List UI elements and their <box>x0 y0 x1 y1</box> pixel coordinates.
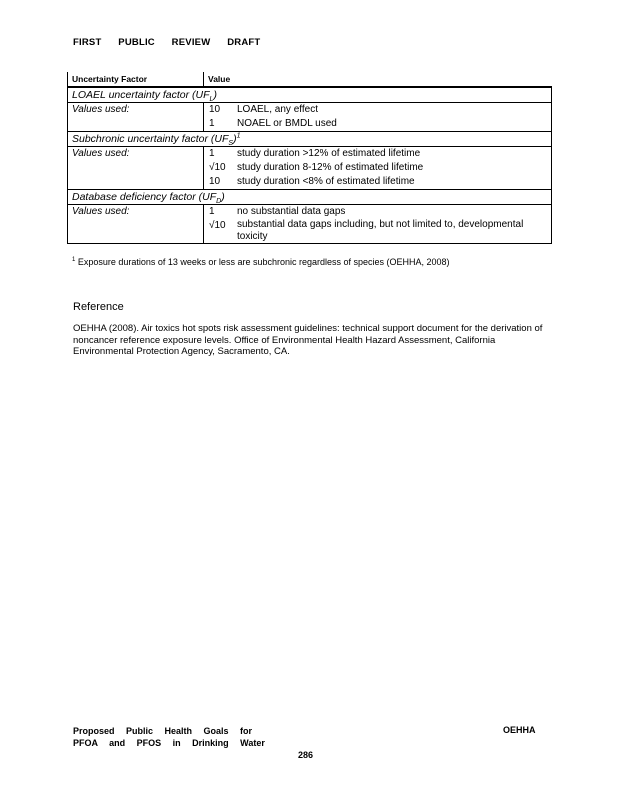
footer-agency: OEHHA <box>503 725 536 735</box>
factor-value: 1 <box>209 206 215 217</box>
factor-description: NOAEL or BMDL used <box>233 117 552 132</box>
factor-description: substantial data gaps including, but not limited to, developmental toxicity <box>233 219 552 244</box>
row-label: Values used: <box>68 205 204 244</box>
footer-line-1: Proposed Public Health Goals for <box>73 726 253 736</box>
section-title: LOAEL uncertainty factor $(UF_L)$ <box>68 87 552 103</box>
column-header-value: Value <box>204 72 552 87</box>
reference-text: OEHHA (2008). Air toxics hot spots risk assessment guidelines: technical support document for the derivation of noncancer reference exposure levels. Office of Environmental Health Hazard Assessment, California Environmental Protection Agency, Sacramento, CA. <box>73 323 543 357</box>
footer-line-2: PFOA and PFOS in Drinking Water <box>73 738 265 748</box>
factor-value: √10 <box>204 219 234 244</box>
factor-description: study duration 8-12% of estimated lifetime <box>233 161 552 175</box>
factor-description: no substantial data gaps <box>233 205 552 220</box>
draft-label: FIRST PUBLIC REVIEW DRAFT <box>73 37 261 48</box>
factor-description: LOAEL, any effect <box>233 103 552 118</box>
section-title: Database deficiency factor $(UF_D)$ <box>68 190 552 205</box>
uncertainty-factor-table <box>67 72 552 244</box>
footer-document-title <box>73 725 265 749</box>
footnote-text: Exposure durations of 13 weeks or less are subchronic regardless of species (OEHHA, 2008) <box>77 257 450 267</box>
table-header-row <box>68 72 552 87</box>
factor-value: 1 <box>209 148 215 159</box>
table-row <box>68 205 552 220</box>
factor-value: √10 <box>209 162 226 173</box>
section-title-row <box>68 132 552 147</box>
factor-value: 10 <box>209 104 221 115</box>
factor-value: 1 <box>209 118 215 129</box>
factor-value: 10 <box>209 176 221 187</box>
section-title-row <box>68 190 552 205</box>
row-label: Values used: <box>68 103 204 132</box>
column-header-factor: Uncertainty Factor <box>68 72 204 87</box>
page-number: 286 <box>298 750 314 760</box>
reference-heading: Reference <box>73 301 124 313</box>
factor-description: study duration <8% of estimated lifetime <box>233 175 552 190</box>
factor-description: study duration >12% of estimated lifetime <box>233 147 552 162</box>
table-row <box>68 103 552 118</box>
section-title: Subchronic uncertainty factor $(UF_S)^1$ <box>68 132 552 147</box>
row-label: Values used: <box>68 147 204 190</box>
table-row <box>68 147 552 162</box>
section-title-row <box>68 87 552 103</box>
footnote-marker: 1 <box>72 257 76 263</box>
table-footnote <box>72 257 450 267</box>
